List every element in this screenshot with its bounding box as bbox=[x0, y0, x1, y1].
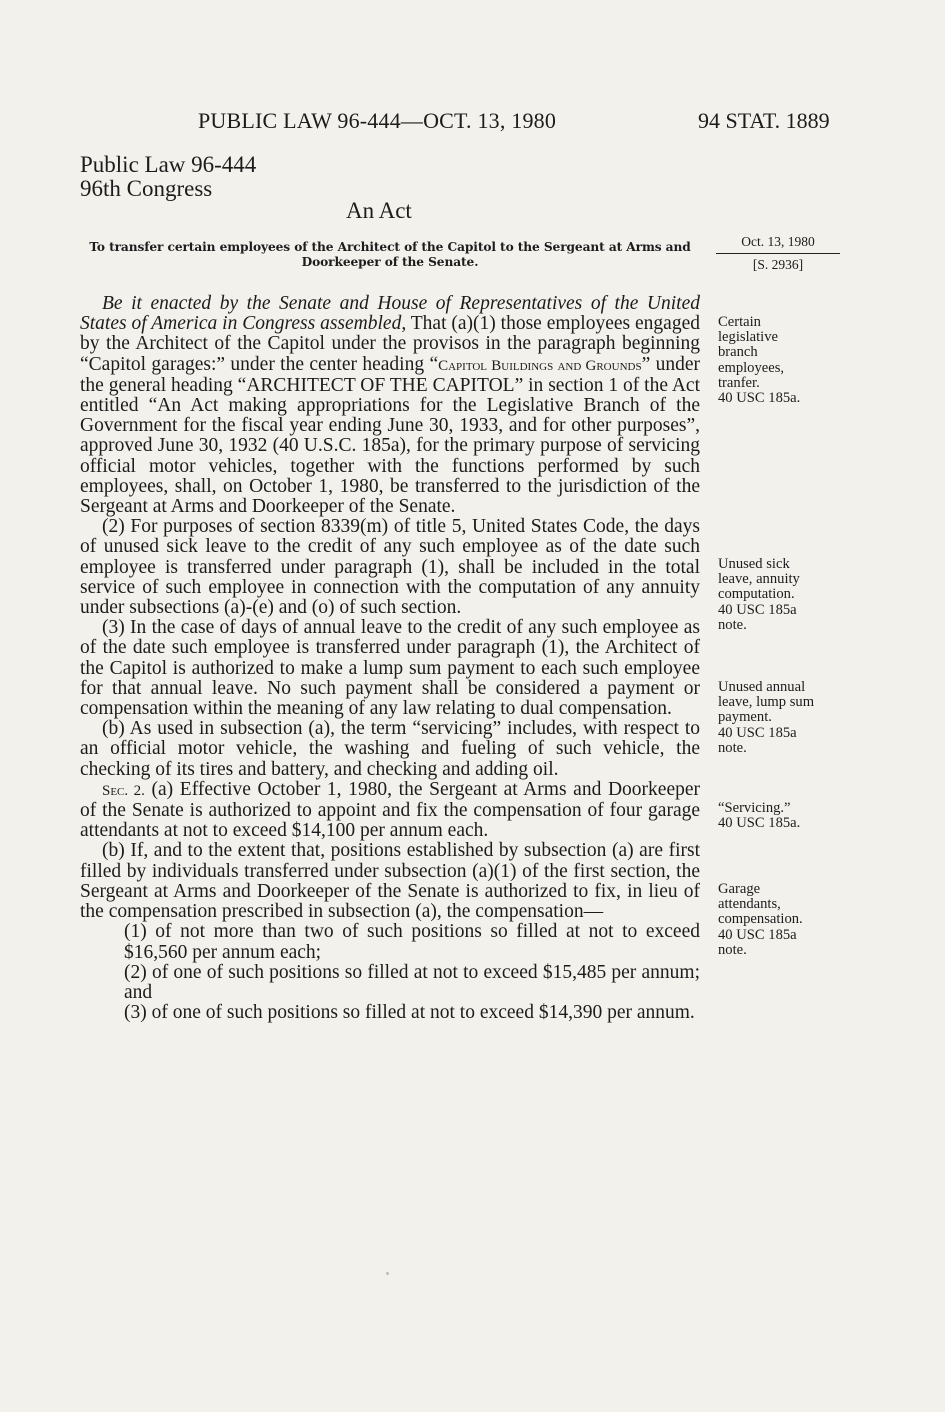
compensation-item-1: (1) of not more than two of such positions so filled at not to exceed $16,560 per annum each; bbox=[124, 921, 700, 963]
section-1-paragraph-a1 bbox=[80, 294, 700, 517]
margin-note-line: compensation. bbox=[718, 911, 803, 928]
margin-note-line: 40 USC 185a bbox=[718, 601, 797, 618]
act-body bbox=[80, 294, 700, 1023]
section-1-paragraph-a2: (2) For purposes of section 8339(m) of title 5, United States Code, the days of unused sick leave to the credit of any such employee as of the date such employee is transferred under paragraph (1), shall be included in the total service of such employee in connection with the computation of any annuity under subsections (a)-(e) and (o) of such section. bbox=[80, 516, 700, 619]
scan-speck bbox=[386, 1272, 389, 1275]
section-2-paragraph-a bbox=[80, 780, 700, 842]
enacting-clause: Be it enacted by the Senate and House of Representatives of the United States of America in Congress assembled, bbox=[80, 293, 700, 335]
margin-note-line: attendants, bbox=[718, 896, 781, 913]
section-2-paragraph-b: (b) If, and to the extent that, positions established by subsection (a) are first filled by individuals transferred under subsection (a)(1) of the first section, the Sergeant at Arms and Doorkeeper of the Senate is authorized to fix, in lieu of the compensation prescribed in subsection (a), the compensation— bbox=[80, 840, 700, 923]
section-1-paragraph-a3: (3) In the case of days of annual leave to the credit of any such employee as of the date such employee is transferred under paragraph (1), the Architect of the Capitol is authorized to make a lump sum payment to each such employee for that annual leave. No such payment shall be considered a payment or compensation within the meaning of any law relating to dual compensation. bbox=[80, 617, 700, 720]
congress-label: 96th Congress bbox=[80, 176, 213, 201]
enactment-date: Oct. 13, 1980 bbox=[716, 234, 840, 254]
paragraph-text: (a) Effective October 1, 1980, the Sergeant at Arms and Doorkeeper of the Senate is authorized to appoint and fix the compensation of four garage attendants at not to exceed $14,100 per annum each. bbox=[80, 778, 700, 842]
margin-note-line: note. bbox=[718, 739, 747, 756]
margin-note-line: payment. bbox=[718, 709, 772, 726]
margin-note-line: employees, bbox=[718, 359, 785, 376]
margin-note-line: Unused sick bbox=[718, 556, 790, 572]
compensation-item-2: (2) of one of such positions so filled at not to exceed $15,485 per annum; and bbox=[124, 961, 700, 1003]
margin-note-line: 40 USC 185a bbox=[718, 926, 797, 943]
margin-note-line: “Servicing.” bbox=[718, 800, 791, 816]
act-title: An Act bbox=[346, 198, 412, 223]
running-head: PUBLIC LAW 96-444—OCT. 13, 1980 bbox=[198, 108, 557, 133]
margin-note-line: legislative bbox=[718, 329, 778, 346]
paragraph-text: ” under the general heading “ARCHITECT OF THE CAPITOL” in section 1 of the Act entitled “An Act making appropriations for the Legislative Branch of the Government for the fiscal year ending June 30, 1933, and for other purposes”, approved June 30, 1932 (40 U.S.C. 185a), for the primary purpose of servicing official motor vehicles, together with the functions performed by such employees, shall, on October 1, 1980, be transferred to the jurisdiction of the Sergeant at Arms and Doorkeeper of the Senate. bbox=[80, 353, 700, 518]
margin-note-line: 40 USC 185a. bbox=[718, 390, 801, 407]
margin-note-line: Certain bbox=[718, 314, 761, 330]
margin-note-line: note. bbox=[718, 941, 747, 958]
margin-note-sick-leave bbox=[718, 557, 848, 633]
date-box bbox=[716, 234, 840, 273]
margin-note-line: tranfer. bbox=[718, 374, 760, 391]
statute-reference: 94 STAT. 1889 bbox=[698, 108, 830, 133]
section-1-paragraph-b: (b) As used in subsection (a), the term “servicing” includes, with respect to an official motor vehicle, the washing and fueling of such vehicle, the checking of its tires and battery, and checking and adding oil. bbox=[80, 718, 700, 780]
public-law-number: Public Law 96-444 bbox=[80, 152, 257, 177]
margin-note-line: leave, lump sum bbox=[718, 694, 815, 711]
paragraph-text: That (a)(1) those employees engaged by the Architect of the Capitol under the provisos in the paragraph beginning “Capitol garages:” under the center heading “ bbox=[80, 313, 700, 375]
margin-note-line: Unused annual bbox=[718, 679, 806, 695]
margin-note-line: Garage bbox=[718, 881, 761, 897]
margin-note-transfer bbox=[718, 315, 848, 406]
margin-note-line: note. bbox=[718, 616, 747, 633]
purpose-clause: To transfer certain employees of the Architect of the Capitol to the Sergeant at Arms and Doorkeeper of the Senate. bbox=[89, 240, 691, 269]
margin-note-line: leave, annuity bbox=[718, 571, 800, 588]
bill-number: [S. 2936] bbox=[752, 257, 804, 272]
margin-note-line: 40 USC 185a. bbox=[718, 815, 801, 832]
margin-note-line: 40 USC 185a bbox=[718, 724, 797, 741]
section-label: Sec. 2. bbox=[102, 782, 145, 799]
compensation-item-3: (3) of one of such positions so filled at not to exceed $14,390 per annum. bbox=[124, 1002, 695, 1024]
margin-note-line: computation. bbox=[718, 586, 795, 603]
center-heading: Capitol Buildings and Grounds bbox=[438, 357, 642, 374]
margin-note-line: branch bbox=[718, 344, 758, 361]
margin-note-servicing bbox=[718, 801, 848, 831]
margin-note-garage-attendants bbox=[718, 882, 848, 958]
margin-note-annual-leave bbox=[718, 680, 848, 756]
